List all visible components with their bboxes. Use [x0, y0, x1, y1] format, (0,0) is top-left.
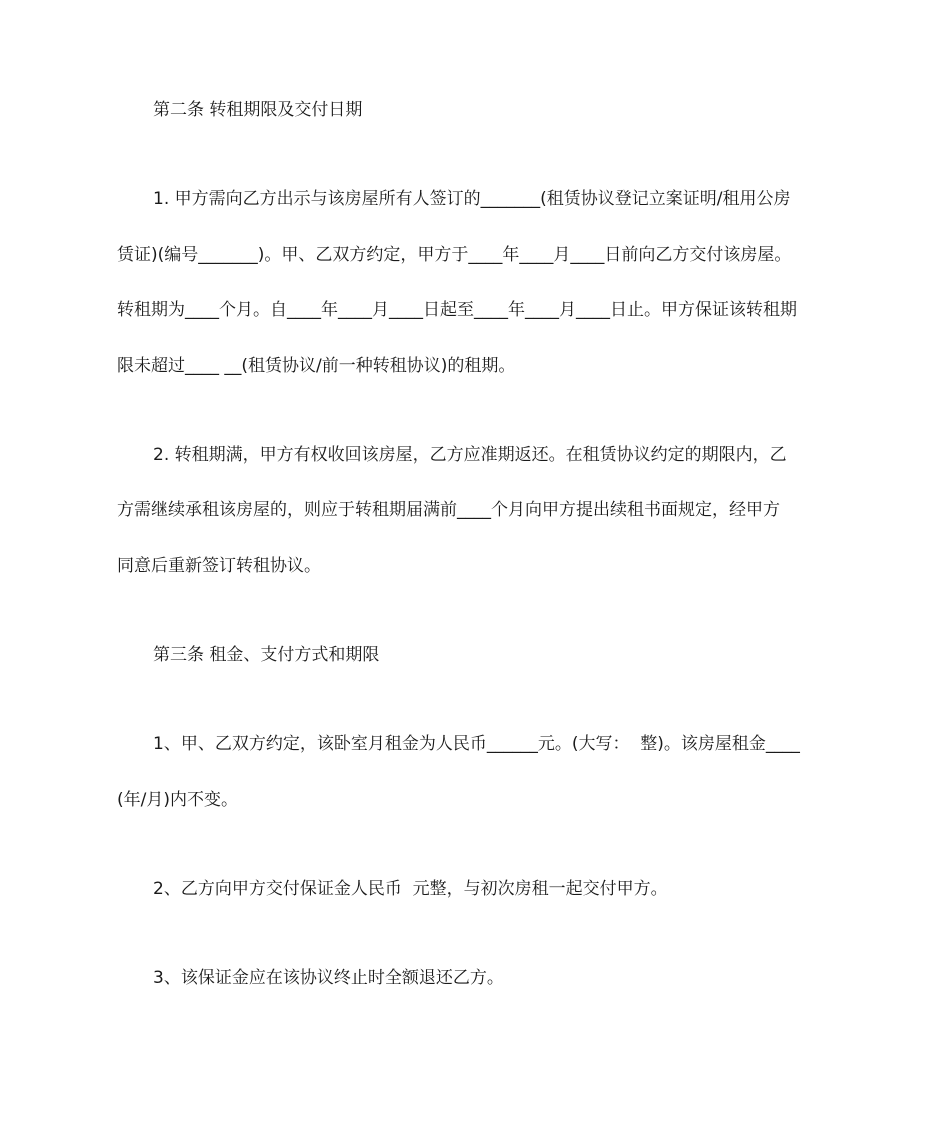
- paragraph-line: 方需继续承租该房屋的，则应于转租期届满前____个月向甲方提出续租书面规定，经甲方: [117, 500, 780, 520]
- paragraph-line: 3、该保证金应在该协议终止时全额退还乙方。: [153, 968, 504, 988]
- paragraph-line: 转租期为____个月。自____年____月____日起至____年____月____日止。甲方保证该转租期: [117, 300, 797, 320]
- paragraph-line: 2、乙方向甲方交付保证金人民币 元整，与初次房租一起交付甲方。: [153, 879, 668, 899]
- paragraph-line: (年/月)内不变。: [117, 790, 238, 810]
- section-heading-2: 第二条 转租期限及交付日期: [153, 100, 363, 120]
- paragraph-line: 赁证)(编号_______)。甲、乙双方约定，甲方于____年____月____日前向乙方交付该房屋。: [117, 245, 792, 265]
- paragraph-line: 1、甲、乙双方约定，该卧室月租金为人民币______元。(大写： 整)。该房屋租金____: [153, 734, 800, 754]
- paragraph-line: 同意后重新签订转租协议。: [117, 556, 321, 576]
- paragraph-line: 2. 转租期满，甲方有权收回该房屋，乙方应准期返还。在租赁协议约定的期限内，乙: [153, 445, 787, 465]
- paragraph-line: 限未超过____ __(租赁协议/前一种转租协议)的租期。: [117, 356, 516, 376]
- paragraph-line: 1. 甲方需向乙方出示与该房屋所有人签订的_______(租赁协议登记立案证明/租用公房: [153, 189, 791, 209]
- section-heading-3: 第三条 租金、支付方式和期限: [153, 645, 380, 665]
